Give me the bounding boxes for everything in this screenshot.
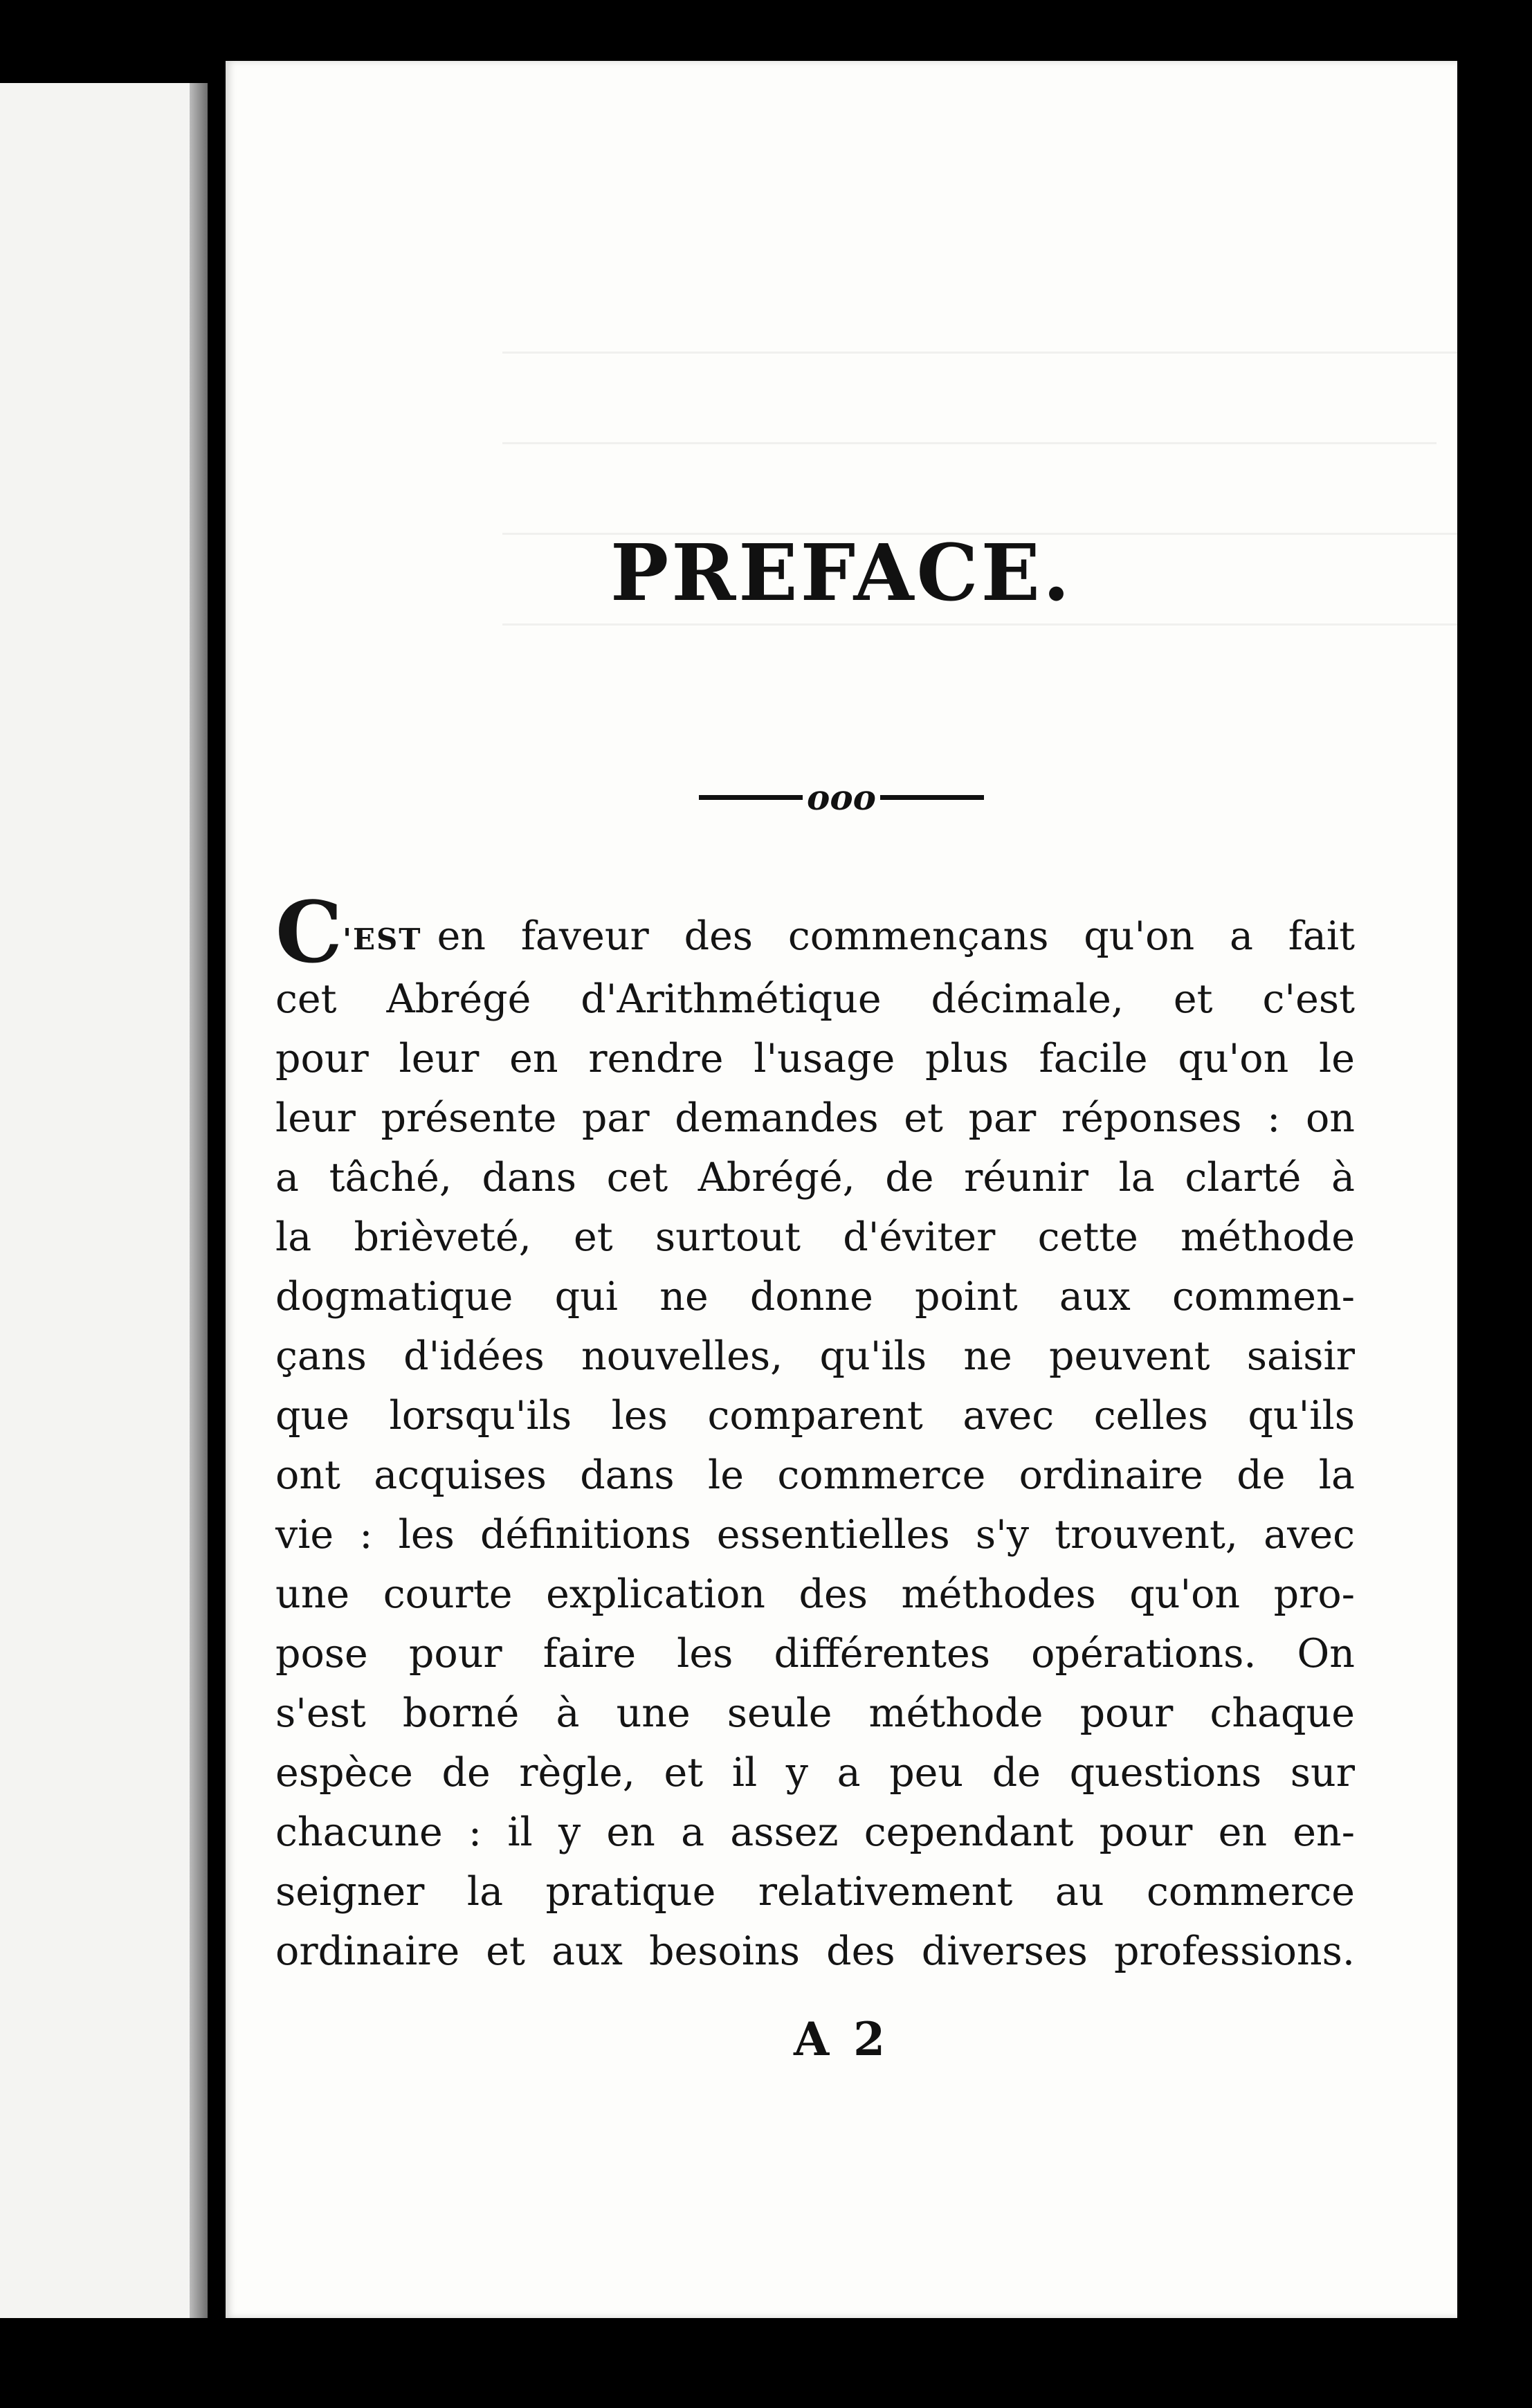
text-line-5: a tâché, dans cet Abrégé, de réunir la clarté à (275, 1155, 1355, 1201)
ornamental-divider (226, 777, 1457, 818)
page-title: PREFACE. (610, 528, 1073, 619)
divider-ornament: ooo (806, 777, 877, 818)
signature-mark: A 2 (793, 2012, 890, 2066)
drop-cap: C (275, 882, 343, 982)
facing-page-edge (0, 83, 208, 2318)
text-line-18: ordinaire et aux besoins des diverses professions. (275, 1928, 1355, 1974)
text-line-4: leur présente par demandes et par réponses : on (275, 1095, 1355, 1141)
text-line-15: espèce de règle, et il y a peu de questions sur (275, 1750, 1355, 1796)
text-line-16: chacune : il y en a assez cependant pour en en- (275, 1809, 1355, 1855)
preface-paragraph (275, 882, 1355, 1981)
text-line-10: ont acquises dans le commerce ordinaire de la (275, 1452, 1355, 1498)
book-page (226, 61, 1457, 2318)
text-line-13: pose pour faire les différentes opérations. On (275, 1631, 1355, 1677)
text-line-3: pour leur en rendre l'usage plus facile qu'on le (275, 1036, 1355, 1082)
text-line-11: vie : les définitions essentielles s'y trouvent, avec (275, 1512, 1355, 1558)
text-line-14: s'est borné à une seule méthode pour chaque (275, 1690, 1355, 1736)
text-line-6: la brièveté, et surtout d'éviter cette méthode (275, 1214, 1355, 1260)
text-line-7: dogmatique qui ne donne point aux commen- (275, 1274, 1355, 1320)
text-line-8: çans d'idées nouvelles, qu'ils ne peuvent saisir (275, 1333, 1355, 1379)
first-word-smallcaps: 'EST (343, 922, 422, 956)
text-line-17: seigner la pratique relativement au commerce (275, 1869, 1355, 1915)
text-line-2: cet Abrégé d'Arithmétique décimale, et c'est (275, 976, 1355, 1022)
divider-rule-left (699, 795, 803, 800)
text-line-12: une courte explication des méthodes qu'on pro- (275, 1571, 1355, 1617)
text-line-9: que lorsqu'ils les comparent avec celles qu'ils (275, 1393, 1355, 1439)
divider-rule-right (880, 795, 984, 800)
text-line-1: C'EST en faveur des commençans qu'on a fait (275, 882, 1355, 982)
